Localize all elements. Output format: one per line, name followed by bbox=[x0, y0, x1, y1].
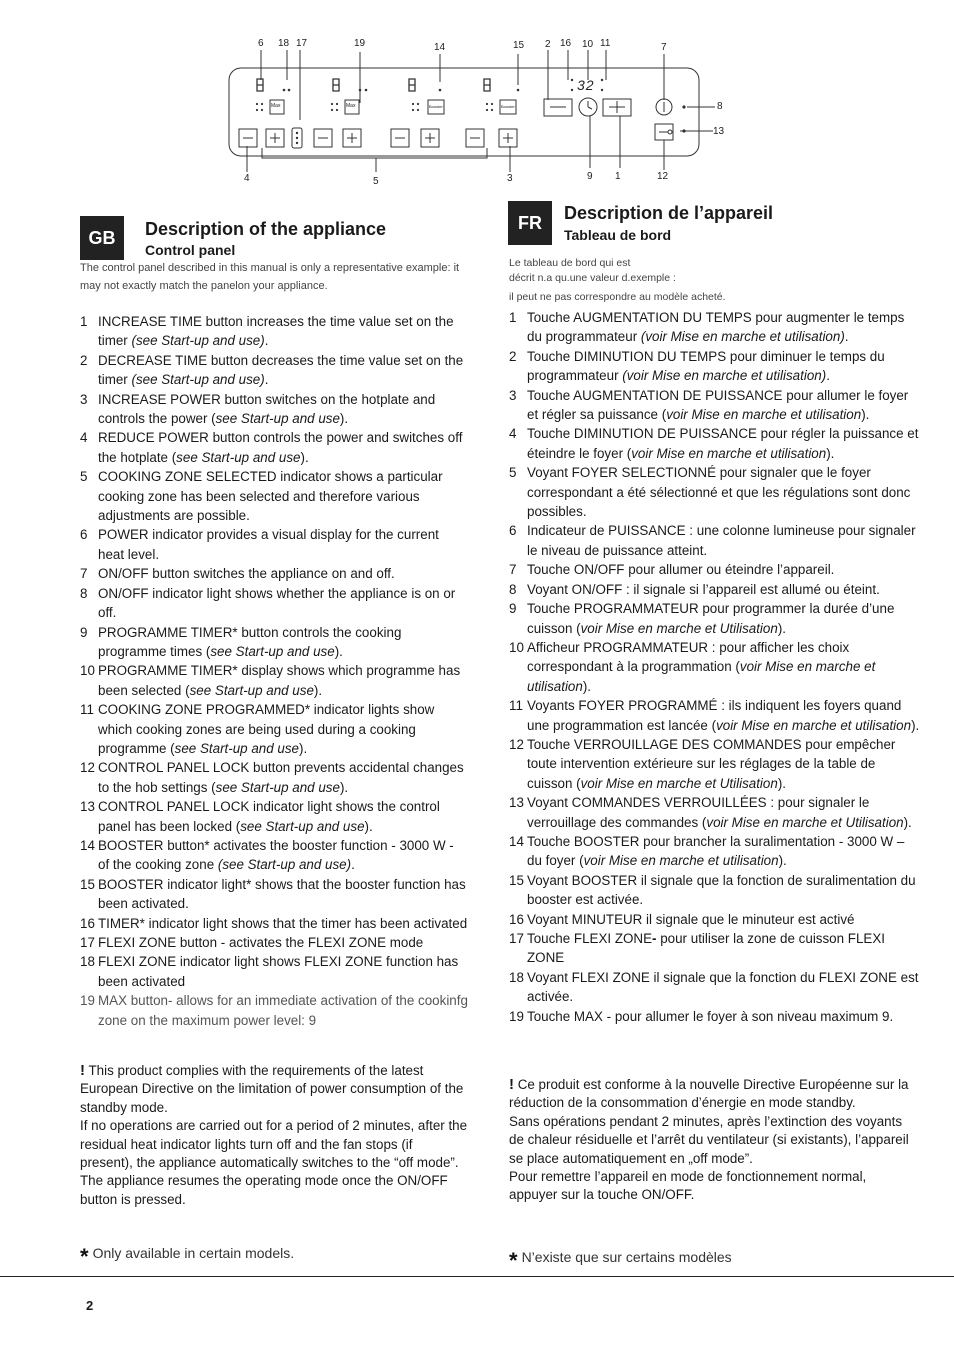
item-text: Indicateur de PUISSANCE : une colonne lumineuse pour signaler le niveau de puissance atteint. bbox=[527, 523, 916, 558]
item-text: POWER indicator provides a visual display for the current heat level. bbox=[98, 527, 439, 562]
item-number: 1 bbox=[80, 314, 88, 329]
item-number: 5 bbox=[509, 465, 517, 481]
gb-item-3 bbox=[80, 390, 468, 429]
item-number: 5 bbox=[80, 469, 88, 485]
item-number: 4 bbox=[80, 430, 88, 446]
timer-display: 32 bbox=[577, 77, 595, 93]
callout-19: 19 bbox=[354, 38, 366, 49]
gb-footnote-text: Only available in certain models. bbox=[92, 1245, 295, 1261]
callout-2: 2 bbox=[545, 39, 551, 50]
item-number: 17 bbox=[509, 931, 524, 946]
item-number: 7 bbox=[509, 562, 517, 578]
callout-7: 7 bbox=[661, 42, 667, 53]
item-text: Touche FLEXI ZONE- pour utiliser la zone de cuisson FLEXI ZONE bbox=[527, 931, 886, 966]
item-text: PROGRAMME TIMER* display shows which programme has been selected (see Start-up and use). bbox=[98, 663, 461, 698]
fr-item-15 bbox=[509, 871, 921, 910]
gb-item-14 bbox=[80, 836, 468, 875]
item-text: CONTROL PANEL LOCK button prevents accidental changes to the hob settings (see Start-up and use). bbox=[98, 760, 464, 795]
callout-4: 4 bbox=[244, 173, 250, 184]
gb-description-list bbox=[80, 312, 468, 1030]
fr-intro-line: il peut ne pas correspondre au modèle acheté. bbox=[509, 291, 726, 303]
item-text: Touche AUGMENTATION DU TEMPS pour augmenter le temps du programmateur (voir Mise en marche et utilisation). bbox=[527, 310, 905, 345]
item-number: 2 bbox=[80, 352, 88, 368]
fr-item-9 bbox=[509, 599, 921, 638]
item-number: 4 bbox=[509, 426, 517, 442]
item-number: 9 bbox=[509, 601, 517, 617]
gb-section-subtitle: Control panel bbox=[145, 242, 236, 258]
item-number: 15 bbox=[80, 876, 95, 892]
gb-item-7 bbox=[80, 564, 468, 583]
item-text: BOOSTER indicator light* shows that the booster function has been activated. bbox=[98, 876, 466, 912]
control-panel-diagram bbox=[0, 0, 954, 200]
fr-item-2 bbox=[509, 347, 921, 386]
item-number: 3 bbox=[80, 391, 88, 407]
item-number: 10 bbox=[509, 639, 524, 655]
item-number: 17 bbox=[80, 935, 95, 950]
gb-item-11 bbox=[80, 700, 468, 758]
item-text: PROGRAMME TIMER* button controls the cooking programme times (see Start-up and use). bbox=[98, 624, 402, 659]
booster-label: Booster bbox=[501, 104, 515, 109]
item-text: COOKING ZONE PROGRAMMED* indicator lights show which cooking zones are being used during a cooking programme (see Start-up and use). bbox=[98, 702, 435, 756]
fr-item-11 bbox=[509, 696, 921, 735]
item-number: 3 bbox=[509, 387, 517, 403]
gb-item-4 bbox=[80, 428, 468, 467]
max-label: Max bbox=[346, 103, 356, 109]
fr-item-14 bbox=[509, 832, 921, 871]
item-text: FLEXI ZONE indicator light shows FLEXI ZONE function has been activated bbox=[98, 954, 459, 989]
callout-9: 9 bbox=[587, 171, 593, 182]
fr-item-8 bbox=[509, 580, 921, 599]
footer-rule bbox=[0, 1276, 954, 1277]
gb-item-10 bbox=[80, 661, 468, 700]
gb-item-1 bbox=[80, 312, 468, 351]
item-text: Touche VERROUILLAGE DES COMMANDES pour empêcher toute intervention extérieure sur les réglages de la table de cuisson (voir Mise en marche et Utilisation). bbox=[527, 736, 896, 791]
fr-item-18 bbox=[509, 968, 921, 1007]
gb-item-19 bbox=[80, 991, 468, 1030]
fr-item-5 bbox=[509, 463, 921, 521]
item-text: ON/OFF button switches the appliance on and off. bbox=[98, 566, 395, 582]
item-text: INCREASE TIME button increases the time value set on the timer (see Start-up and use). bbox=[98, 314, 454, 349]
gb-item-13 bbox=[80, 797, 468, 836]
callout-6: 6 bbox=[258, 38, 264, 49]
gb-item-12 bbox=[80, 758, 468, 797]
callout-5: 5 bbox=[373, 176, 379, 187]
gb-item-2 bbox=[80, 351, 468, 390]
callout-18: 18 bbox=[278, 38, 290, 49]
item-number: 6 bbox=[80, 527, 88, 543]
item-text: DECREASE TIME button decreases the time value set on the timer (see Start-up and use). bbox=[98, 352, 464, 388]
item-number: 14 bbox=[509, 833, 524, 849]
item-number: 13 bbox=[509, 795, 524, 811]
callout-11: 11 bbox=[600, 38, 611, 49]
fr-item-13 bbox=[509, 793, 921, 832]
item-number: 16 bbox=[80, 915, 95, 931]
gb-item-17 bbox=[80, 933, 468, 952]
callout-17: 17 bbox=[296, 38, 308, 49]
page-number: 2 bbox=[86, 1298, 94, 1313]
item-number: 9 bbox=[80, 624, 88, 640]
callout-3: 3 bbox=[507, 173, 513, 184]
item-text: Touche DIMINUTION DE PUISSANCE pour régler la puissance et éteindre le foyer (voir Mise en marche et utilisation). bbox=[527, 426, 919, 461]
item-number: 12 bbox=[509, 736, 524, 752]
gb-item-8 bbox=[80, 584, 468, 623]
item-number: 8 bbox=[80, 585, 88, 601]
fr-intro bbox=[509, 256, 889, 305]
callout-16: 16 bbox=[560, 38, 572, 49]
item-text: TIMER* indicator light shows that the timer has been activated bbox=[98, 915, 468, 931]
item-text: INCREASE POWER button switches on the hotplate and controls the power (see Start-up and use). bbox=[98, 391, 436, 427]
callout-12: 12 bbox=[657, 171, 669, 182]
language-badge-gb: GB bbox=[80, 216, 124, 260]
item-text: Voyant MINUTEUR il signale que le minuteur est activé bbox=[527, 911, 855, 927]
item-text: Afficheur PROGRAMMATEUR : pour afficher les choix correspondant à la programmation (voir Mise en marche et utilisation). bbox=[527, 639, 876, 694]
item-number: 18 bbox=[80, 954, 95, 970]
gb-standby-note: ! This product complies with the requirements of the latest European Directive on the limitation of power consumption of the standby mode. If no operations are carried out for a period of 2 minutes, after the residual heat indicator lights turn off and the fan stops (if present), the appliance automatically switches to the “off mode”. The appliance resumes the operating mode once the ON/OFF button is pressed. bbox=[80, 1062, 468, 1207]
item-text: Voyant ON/OFF : il signale si l’appareil est allumé ou éteint. bbox=[527, 581, 880, 597]
item-number: 10 bbox=[80, 663, 95, 679]
fr-footnote-text: N’existe que sur certains modèles bbox=[521, 1249, 732, 1265]
item-number: 16 bbox=[509, 911, 524, 927]
item-number: 15 bbox=[509, 872, 524, 888]
fr-section-title: Description de l’appareil bbox=[564, 203, 774, 223]
fr-item-3 bbox=[509, 386, 921, 425]
item-number: 8 bbox=[509, 581, 517, 597]
item-text: Voyant BOOSTER il signale que la fonction de suralimentation du booster est activée. bbox=[527, 872, 916, 908]
item-text: Touche ON/OFF pour allumer ou éteindre l’appareil. bbox=[527, 562, 835, 578]
item-text: Voyant FOYER SELECTIONNÉ pour signaler que le foyer correspondant a été sélectionné et que les régulations sont donc possibles. bbox=[527, 465, 911, 520]
gb-item-5 bbox=[80, 467, 468, 525]
fr-standby-note: ! Ce produit est conforme à la nouvelle Directive Européenne sur la réduction de la consommation d’énergie en mode standby. Sans opérations pendant 2 minutes, après l’extinction des voyants de chaleur résiduelle et l’arrêt du ventilateur (si existants), l’appareil se place automatiquement en „off mode”. Pour remettre l’appareil en mode de fonctionnement normal, appuyer sur la touche ON/OFF. bbox=[509, 1076, 909, 1203]
item-text: MAX button- allows for an immediate activation of the cookinfg zone on the maximum power level: 9 bbox=[98, 993, 468, 1028]
fr-item-19 bbox=[509, 1007, 921, 1026]
max-label: Max bbox=[271, 103, 281, 109]
callout-10: 10 bbox=[582, 39, 594, 50]
fr-description-list bbox=[509, 308, 921, 1026]
callout-1: 1 bbox=[615, 171, 621, 182]
footnote-star: * bbox=[509, 1248, 518, 1273]
fr-footnote bbox=[509, 1248, 732, 1274]
item-number: 13 bbox=[80, 799, 95, 815]
item-text: REDUCE POWER button controls the power and switches off the hotplate (see Start-up and use). bbox=[98, 430, 463, 465]
item-text: Touche PROGRAMMATEUR pour programmer la durée d’une cuisson (voir Mise en marche et Utilisation). bbox=[527, 601, 895, 636]
item-number: 11 bbox=[509, 698, 523, 714]
item-text: Touche DIMINUTION DU TEMPS pour diminuer le temps du programmateur (voir Mise en marche et utilisation). bbox=[527, 348, 885, 384]
item-number: 7 bbox=[80, 566, 88, 582]
gb-item-6 bbox=[80, 525, 468, 564]
item-text: COOKING ZONE SELECTED indicator shows a particular cooking zone has been selected and therefore various adjustments are possible. bbox=[98, 469, 443, 524]
item-text: Touche MAX - pour allumer le foyer à son niveau maximum 9. bbox=[527, 1008, 894, 1024]
item-text: Voyant FLEXI ZONE il signale que la fonction du FLEXI ZONE est activée. bbox=[527, 969, 919, 1005]
fr-item-4 bbox=[509, 424, 921, 463]
item-number: 12 bbox=[80, 760, 95, 776]
item-number: 2 bbox=[509, 348, 517, 364]
item-text: BOOSTER button* activates the booster function - 3000 W - of the cooking zone (see Start-up and use). bbox=[98, 837, 454, 873]
callout-14: 14 bbox=[434, 42, 446, 53]
item-text: Voyants FOYER PROGRAMMÉ : ils indiquent les foyers quand une programmation est lancée (voir Mise en marche et utilisation). bbox=[527, 698, 920, 733]
item-number: 14 bbox=[80, 837, 95, 853]
fr-item-12 bbox=[509, 735, 921, 793]
fr-intro-line: Le tableau de bord qui est bbox=[509, 257, 631, 269]
fr-item-17 bbox=[509, 929, 921, 968]
fr-item-6 bbox=[509, 521, 921, 560]
item-text: Touche BOOSTER pour brancher la suralimentation - 3000 W – du foyer (voir Mise en marche et utilisation). bbox=[527, 833, 905, 869]
item-number: 19 bbox=[80, 993, 95, 1009]
fr-item-16 bbox=[509, 910, 921, 929]
callout-13: 13 bbox=[713, 126, 725, 137]
fr-item-7 bbox=[509, 560, 921, 579]
fr-section-subtitle: Tableau de bord bbox=[564, 227, 672, 243]
fr-item-1 bbox=[509, 308, 921, 347]
gb-section-title: Description of the appliance bbox=[145, 219, 387, 239]
item-number: 18 bbox=[509, 969, 524, 985]
callout-8: 8 bbox=[717, 101, 723, 112]
item-text: Voyant COMMANDES VERROUILLÉES : pour signaler le verrouillage des commandes (voir Mise en marche et Utilisation). bbox=[527, 795, 912, 830]
item-text: CONTROL PANEL LOCK indicator light shows the control panel has been locked (see Start-up and use). bbox=[98, 799, 440, 834]
footnote-star: * bbox=[80, 1244, 89, 1269]
callout-15: 15 bbox=[513, 40, 525, 51]
gb-intro: The control panel described in this manual is only a representative example: it may not exactly match the panelon your appliance. bbox=[80, 262, 460, 292]
gb-item-9 bbox=[80, 623, 468, 662]
item-text: Touche AUGMENTATION DE PUISSANCE pour allumer le foyer et régler sa puissance (voir Mise en marche et utilisation). bbox=[527, 387, 909, 423]
item-number: 1 bbox=[509, 310, 517, 325]
item-number: 19 bbox=[509, 1008, 524, 1024]
booster-label: Booster bbox=[429, 104, 443, 109]
item-number: 11 bbox=[80, 702, 94, 718]
fr-intro-line: décrit n.a qu.une valeur d.exemple : bbox=[509, 272, 676, 284]
language-badge-fr: FR bbox=[508, 201, 552, 245]
gb-item-15 bbox=[80, 875, 468, 914]
gb-item-16 bbox=[80, 914, 468, 933]
fr-item-10 bbox=[509, 638, 921, 696]
gb-footnote bbox=[80, 1244, 294, 1270]
item-number: 6 bbox=[509, 523, 517, 539]
gb-item-18 bbox=[80, 952, 468, 991]
item-text: FLEXI ZONE button - activates the FLEXI ZONE mode bbox=[98, 935, 424, 950]
item-text: ON/OFF indicator light shows whether the appliance is on or off. bbox=[98, 585, 456, 621]
